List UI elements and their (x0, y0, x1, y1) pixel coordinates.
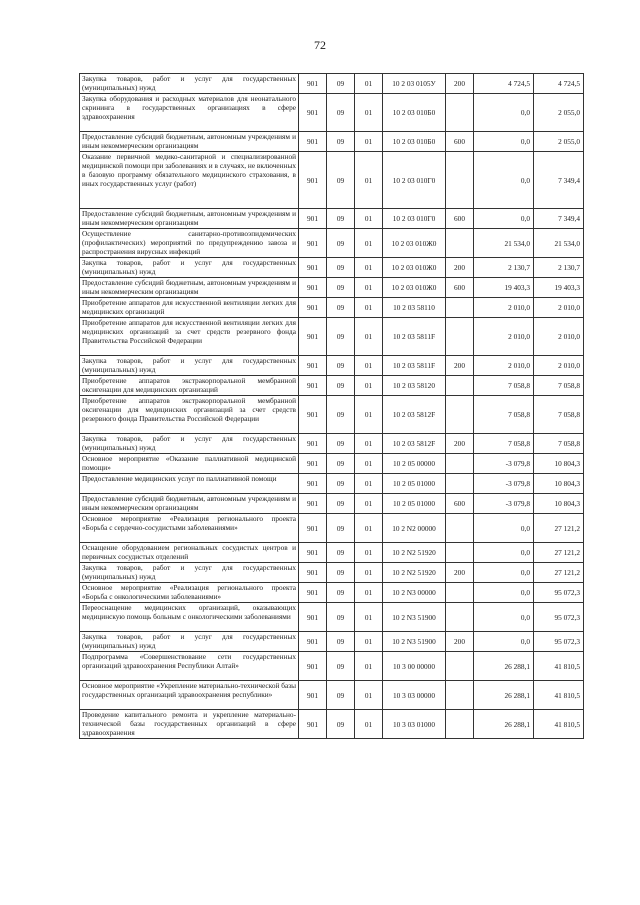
row-name: Закупка товаров, работ и услуг для государственных (муниципальных) нужд (80, 632, 299, 652)
table-row (80, 298, 584, 318)
target-article-code: 10 2 03 58110 (383, 298, 446, 318)
amount-total: 2 130,7 (534, 258, 584, 278)
subsection-code: 01 (355, 514, 383, 543)
subsection-code: 01 (355, 318, 383, 356)
subsection-code: 01 (355, 209, 383, 229)
subsection-code: 01 (355, 74, 383, 94)
amount-change: -3 079,8 (474, 454, 534, 474)
amount-total: 41 810,5 (534, 710, 584, 739)
amount-change: 2 010,0 (474, 356, 534, 376)
target-article-code: 10 2 N3 51900 (383, 632, 446, 652)
amount-change: 26 288,1 (474, 681, 534, 710)
expense-type-code (446, 681, 474, 710)
expense-type-code (446, 583, 474, 603)
expense-type-code: 200 (446, 563, 474, 583)
section-code: 09 (327, 474, 355, 494)
table-row (80, 258, 584, 278)
amount-total: 41 810,5 (534, 652, 584, 681)
amount-total: 2 055,0 (534, 94, 584, 132)
section-code: 09 (327, 396, 355, 434)
admin-code: 901 (299, 152, 327, 209)
row-name: Осуществление санитарно-противоэпидемических (профилактических) мероприятий по предупреждению завоза и распространения вирусных инфекций (80, 229, 299, 258)
expense-type-code (446, 474, 474, 494)
target-article-code: 10 2 05 01000 (383, 494, 446, 514)
table-row (80, 74, 584, 94)
section-code: 09 (327, 434, 355, 454)
section-code: 09 (327, 229, 355, 258)
target-article-code: 10 2 N3 00000 (383, 583, 446, 603)
subsection-code: 01 (355, 652, 383, 681)
amount-total: 2 010,0 (534, 356, 584, 376)
row-name: Основное мероприятие «Реализация регионального проекта «Борьба с сердечно-сосудистыми заболеваниями» (80, 514, 299, 543)
amount-total: 27 121,2 (534, 543, 584, 563)
target-article-code: 10 2 03 010Б0 (383, 94, 446, 132)
subsection-code: 01 (355, 681, 383, 710)
row-name: Закупка товаров, работ и услуг для государственных (муниципальных) нужд (80, 258, 299, 278)
table-row (80, 434, 584, 454)
page-number: 72 (314, 38, 326, 52)
subsection-code: 01 (355, 434, 383, 454)
section-code: 09 (327, 94, 355, 132)
section-code: 09 (327, 563, 355, 583)
row-name: Закупка товаров, работ и услуг для государственных (муниципальных) нужд (80, 434, 299, 454)
row-name: Приобретение аппаратов для искусственной вентиляции легких для медицинских организаций за счет средств резервного фонда Правительства Российской Федерации (80, 318, 299, 356)
admin-code: 901 (299, 74, 327, 94)
row-name: Основное мероприятие «Оказание паллиативной медицинской помощи» (80, 454, 299, 474)
amount-change: 0,0 (474, 514, 534, 543)
table-row (80, 494, 584, 514)
expense-type-code: 200 (446, 632, 474, 652)
table-row (80, 583, 584, 603)
target-article-code: 10 3 03 00000 (383, 681, 446, 710)
section-code: 09 (327, 710, 355, 739)
table-row (80, 152, 584, 209)
section-code: 09 (327, 132, 355, 152)
row-name: Проведение капитального ремонта и укрепление материально-технической базы государственных организаций в сфере здравоохранения (80, 710, 299, 739)
admin-code: 901 (299, 543, 327, 563)
budget-table-body (80, 74, 584, 739)
table-row (80, 652, 584, 681)
amount-total: 2 010,0 (534, 318, 584, 356)
amount-change: 26 288,1 (474, 652, 534, 681)
subsection-code: 01 (355, 132, 383, 152)
expense-type-code: 600 (446, 278, 474, 298)
target-article-code: 10 2 03 010Ж0 (383, 229, 446, 258)
admin-code: 901 (299, 94, 327, 132)
table-row (80, 563, 584, 583)
row-name: Основное мероприятие «Укрепление материально-технической базы государственных организаций здравоохранения республики» (80, 681, 299, 710)
amount-change: 0,0 (474, 632, 534, 652)
table-row (80, 209, 584, 229)
section-code: 09 (327, 356, 355, 376)
admin-code: 901 (299, 376, 327, 396)
table-row (80, 603, 584, 632)
admin-code: 901 (299, 514, 327, 543)
target-article-code: 10 2 03 010Ж0 (383, 258, 446, 278)
amount-total: 27 121,2 (534, 514, 584, 543)
row-name: Предоставление субсидий бюджетным, автономным учреждениям и иным некоммерческим организациям (80, 209, 299, 229)
target-article-code: 10 2 03 5812F (383, 396, 446, 434)
amount-change: 0,0 (474, 583, 534, 603)
table-row (80, 710, 584, 739)
table-row (80, 278, 584, 298)
admin-code: 901 (299, 681, 327, 710)
expense-type-code (446, 376, 474, 396)
target-article-code: 10 2 03 010Ж0 (383, 278, 446, 298)
amount-total: 2 010,0 (534, 298, 584, 318)
amount-change: 0,0 (474, 152, 534, 209)
expense-type-code (446, 229, 474, 258)
admin-code: 901 (299, 258, 327, 278)
amount-change: 7 058,8 (474, 396, 534, 434)
expense-type-code (446, 652, 474, 681)
amount-change: 2 010,0 (474, 298, 534, 318)
amount-change: 2 130,7 (474, 258, 534, 278)
amount-total: 7 349,4 (534, 209, 584, 229)
subsection-code: 01 (355, 356, 383, 376)
section-code: 09 (327, 603, 355, 632)
section-code: 09 (327, 209, 355, 229)
target-article-code: 10 2 03 0105У (383, 74, 446, 94)
amount-total: 95 072,3 (534, 632, 584, 652)
admin-code: 901 (299, 132, 327, 152)
amount-total: 41 810,5 (534, 681, 584, 710)
admin-code: 901 (299, 603, 327, 632)
budget-table (79, 73, 584, 739)
table-row (80, 396, 584, 434)
amount-change: 21 534,0 (474, 229, 534, 258)
admin-code: 901 (299, 434, 327, 454)
target-article-code: 10 2 05 01000 (383, 474, 446, 494)
subsection-code: 01 (355, 454, 383, 474)
section-code: 09 (327, 543, 355, 563)
expense-type-code: 200 (446, 434, 474, 454)
amount-change: -3 079,8 (474, 494, 534, 514)
target-article-code: 10 2 N2 51920 (383, 543, 446, 563)
row-name: Приобретение аппаратов для искусственной вентиляции легких для медицинских организаций (80, 298, 299, 318)
admin-code: 901 (299, 494, 327, 514)
section-code: 09 (327, 454, 355, 474)
row-name: Предоставление медицинских услуг по паллиативной помощи (80, 474, 299, 494)
amount-change: 0,0 (474, 94, 534, 132)
amount-change: -3 079,8 (474, 474, 534, 494)
table-row (80, 132, 584, 152)
expense-type-code (446, 152, 474, 209)
subsection-code: 01 (355, 543, 383, 563)
admin-code: 901 (299, 474, 327, 494)
row-name: Предоставление субсидий бюджетным, автономным учреждениям и иным некоммерческим организациям (80, 132, 299, 152)
amount-total: 7 058,8 (534, 434, 584, 454)
section-code: 09 (327, 298, 355, 318)
amount-total: 7 058,8 (534, 376, 584, 396)
target-article-code: 10 2 N3 51900 (383, 603, 446, 632)
table-row (80, 632, 584, 652)
target-article-code: 10 2 05 00000 (383, 454, 446, 474)
amount-total: 10 804,3 (534, 474, 584, 494)
expense-type-code: 600 (446, 132, 474, 152)
expense-type-code: 200 (446, 356, 474, 376)
target-article-code: 10 2 03 010Г0 (383, 152, 446, 209)
section-code: 09 (327, 152, 355, 209)
table-row (80, 514, 584, 543)
row-name: Оснащение оборудованием региональных сосудистых центров и первичных сосудистых отделений (80, 543, 299, 563)
row-name: Приобретение аппаратов экстракорпоральной мембранной оксигенации для медицинских организаций за счет средств резервного фонда Правительства Российской Федерации (80, 396, 299, 434)
row-name: Закупка товаров, работ и услуг для государственных (муниципальных) нужд (80, 74, 299, 94)
target-article-code: 10 2 03 010Б0 (383, 132, 446, 152)
expense-type-code: 200 (446, 74, 474, 94)
row-name: Приобретение аппаратов экстракорпоральной мембранной оксигенации для медицинских организаций (80, 376, 299, 396)
table-row (80, 454, 584, 474)
row-name: Основное мероприятие «Реализация регионального проекта «Борьба с онкологическими заболеваниями» (80, 583, 299, 603)
expense-type-code (446, 454, 474, 474)
admin-code: 901 (299, 396, 327, 434)
row-name: Подпрограмма «Совершенствование сети государственных организаций здравоохранения Республики Алтай» (80, 652, 299, 681)
subsection-code: 01 (355, 494, 383, 514)
admin-code: 901 (299, 298, 327, 318)
admin-code: 901 (299, 278, 327, 298)
subsection-code: 01 (355, 298, 383, 318)
amount-change: 0,0 (474, 132, 534, 152)
admin-code: 901 (299, 318, 327, 356)
amount-change: 0,0 (474, 543, 534, 563)
table-row (80, 376, 584, 396)
target-article-code: 10 2 N2 51920 (383, 563, 446, 583)
admin-code: 901 (299, 356, 327, 376)
amount-change: 26 288,1 (474, 710, 534, 739)
amount-total: 2 055,0 (534, 132, 584, 152)
row-name: Предоставление субсидий бюджетным, автономным учреждениям и иным некоммерческим организациям (80, 278, 299, 298)
amount-total: 95 072,3 (534, 603, 584, 632)
expense-type-code (446, 514, 474, 543)
expense-type-code (446, 710, 474, 739)
amount-total: 4 724,5 (534, 74, 584, 94)
table-row (80, 681, 584, 710)
subsection-code: 01 (355, 710, 383, 739)
subsection-code: 01 (355, 632, 383, 652)
row-name: Закупка оборудования и расходных материалов для неонатального скрининга в государственных организациях в сфере здравоохранения (80, 94, 299, 132)
subsection-code: 01 (355, 258, 383, 278)
amount-total: 21 534,0 (534, 229, 584, 258)
expense-type-code (446, 94, 474, 132)
target-article-code: 10 2 03 58120 (383, 376, 446, 396)
target-article-code: 10 2 03 5811F (383, 318, 446, 356)
subsection-code: 01 (355, 94, 383, 132)
section-code: 09 (327, 514, 355, 543)
subsection-code: 01 (355, 474, 383, 494)
expense-type-code (446, 396, 474, 434)
expense-type-code (446, 298, 474, 318)
amount-change: 0,0 (474, 209, 534, 229)
admin-code: 901 (299, 209, 327, 229)
section-code: 09 (327, 681, 355, 710)
target-article-code: 10 3 00 00000 (383, 652, 446, 681)
section-code: 09 (327, 652, 355, 681)
row-name: Переоснащение медицинских организаций, оказывающих медицинскую помощь больным с онкологическими заболеваниями (80, 603, 299, 632)
admin-code: 901 (299, 229, 327, 258)
amount-total: 10 804,3 (534, 454, 584, 474)
amount-change: 2 010,0 (474, 318, 534, 356)
admin-code: 901 (299, 710, 327, 739)
subsection-code: 01 (355, 396, 383, 434)
amount-change: 0,0 (474, 603, 534, 632)
row-name: Закупка товаров, работ и услуг для государственных (муниципальных) нужд (80, 563, 299, 583)
row-name: Предоставление субсидий бюджетным, автономным учреждениям и иным некоммерческим организациям (80, 494, 299, 514)
amount-total: 7 349,4 (534, 152, 584, 209)
subsection-code: 01 (355, 563, 383, 583)
subsection-code: 01 (355, 603, 383, 632)
section-code: 09 (327, 632, 355, 652)
row-name: Закупка товаров, работ и услуг для государственных (муниципальных) нужд (80, 356, 299, 376)
amount-total: 95 072,3 (534, 583, 584, 603)
amount-change: 7 058,8 (474, 434, 534, 454)
section-code: 09 (327, 376, 355, 396)
target-article-code: 10 2 03 5812F (383, 434, 446, 454)
amount-change: 4 724,5 (474, 74, 534, 94)
table-row (80, 543, 584, 563)
section-code: 09 (327, 278, 355, 298)
expense-type-code (446, 543, 474, 563)
target-article-code: 10 3 03 01000 (383, 710, 446, 739)
subsection-code: 01 (355, 278, 383, 298)
section-code: 09 (327, 258, 355, 278)
section-code: 09 (327, 583, 355, 603)
amount-total: 7 058,8 (534, 396, 584, 434)
section-code: 09 (327, 494, 355, 514)
admin-code: 901 (299, 583, 327, 603)
amount-change: 7 058,8 (474, 376, 534, 396)
table-row (80, 356, 584, 376)
expense-type-code: 600 (446, 209, 474, 229)
expense-type-code: 600 (446, 494, 474, 514)
subsection-code: 01 (355, 229, 383, 258)
admin-code: 901 (299, 563, 327, 583)
amount-change: 0,0 (474, 563, 534, 583)
admin-code: 901 (299, 454, 327, 474)
amount-total: 19 403,3 (534, 278, 584, 298)
table-row (80, 318, 584, 356)
admin-code: 901 (299, 632, 327, 652)
expense-type-code (446, 318, 474, 356)
target-article-code: 10 2 03 5811F (383, 356, 446, 376)
subsection-code: 01 (355, 376, 383, 396)
table-row (80, 94, 584, 132)
amount-total: 27 121,2 (534, 563, 584, 583)
amount-change: 19 403,3 (474, 278, 534, 298)
subsection-code: 01 (355, 583, 383, 603)
amount-total: 10 804,3 (534, 494, 584, 514)
table-row (80, 229, 584, 258)
subsection-code: 01 (355, 152, 383, 209)
target-article-code: 10 2 03 010Г0 (383, 209, 446, 229)
target-article-code: 10 2 N2 00000 (383, 514, 446, 543)
expense-type-code (446, 603, 474, 632)
row-name: Оказание первичной медико-санитарной и специализированной медицинской помощи при заболеваниях и в случаях, не включенных в базовую программу обязательного медицинского страхования, в иных государственных услуг (работ) (80, 152, 299, 209)
section-code: 09 (327, 318, 355, 356)
table-row (80, 474, 584, 494)
admin-code: 901 (299, 652, 327, 681)
expense-type-code: 200 (446, 258, 474, 278)
section-code: 09 (327, 74, 355, 94)
